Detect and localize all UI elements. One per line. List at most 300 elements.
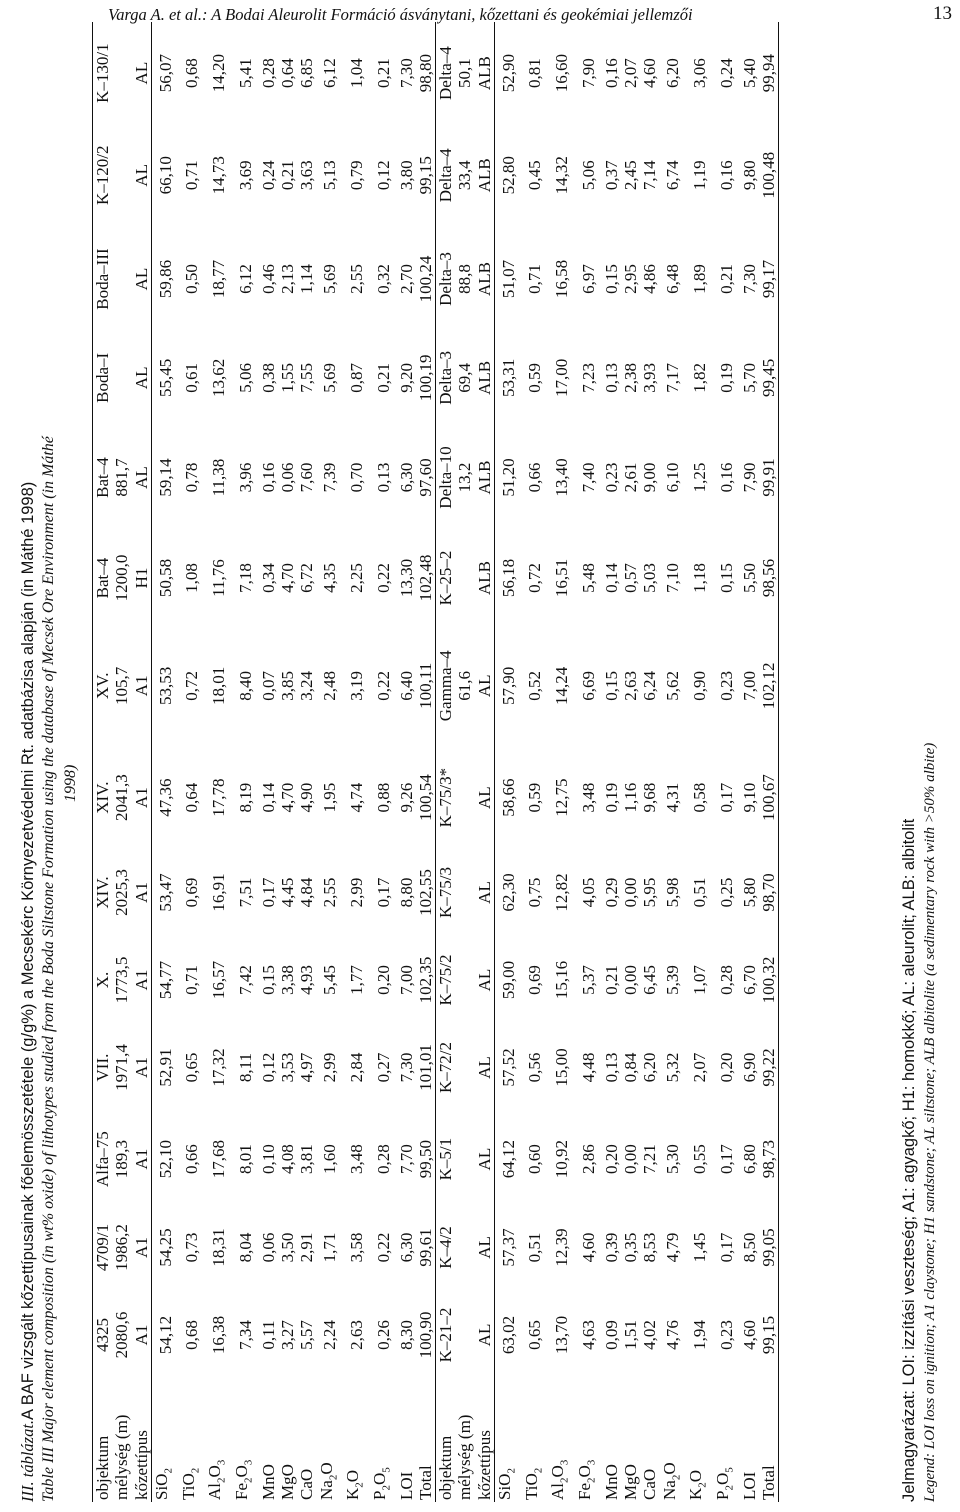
table-cell: 7,90 <box>739 462 759 493</box>
table-cell: 1,51 <box>621 1320 641 1350</box>
caption-label: III. táblázat. <box>18 1419 37 1502</box>
table-cell: 4,02 <box>640 1320 660 1350</box>
table-cell: 0,56 <box>525 1052 545 1083</box>
table-cell: 66,10 <box>151 124 178 226</box>
table-cell <box>112 226 131 331</box>
table-row <box>397 22 416 1502</box>
table-cell: 0,45 <box>525 160 545 191</box>
table-cell: 13,62 <box>208 358 228 397</box>
table-cell: 4,70 <box>277 782 297 813</box>
table-cell: 0,90 <box>690 670 710 701</box>
row-label: CaO <box>297 1468 317 1500</box>
table-cell: 17,32 <box>208 1048 228 1087</box>
table-cell: 0,00 <box>621 1144 641 1174</box>
row-label: LOI <box>396 1471 416 1500</box>
table-cell: 53,31 <box>495 332 522 424</box>
table-cell: 2080,6 <box>112 1311 132 1359</box>
table-cell: 4,31 <box>663 782 683 813</box>
row-label: SiO$_2$ <box>151 1382 178 1502</box>
table-cell: 881,7 <box>112 458 132 497</box>
table-cell: 2,70 <box>396 264 416 294</box>
table-cell: K–75/2 <box>436 936 456 1024</box>
legend-hungarian: Jelmagyarázat: LOI: izzítási veszteség; A1: agyagkő; H1: homokkő; AL: aleurolit; ALB: albitolit <box>900 818 918 1502</box>
table-cell: 5,39 <box>663 965 683 995</box>
table-cell: 5,13 <box>320 160 340 191</box>
table-cell: 5,37 <box>578 965 598 995</box>
table-cell: 16,60 <box>552 54 572 93</box>
table-cell: Delta–3 <box>436 332 456 424</box>
table-cell: 100,90 <box>415 1311 435 1359</box>
table-cell: K–75/3 <box>436 849 456 937</box>
table-cell: 3,63 <box>297 160 317 191</box>
table-cell: 0,51 <box>525 1232 545 1263</box>
table-cell: 0,23 <box>716 670 736 701</box>
table-cell: 17,00 <box>552 358 572 397</box>
table-cell: 15,16 <box>552 960 572 1000</box>
table-cell: 2,48 <box>320 670 340 701</box>
table-cell: 7,34 <box>235 1320 255 1350</box>
table-cell <box>455 1288 474 1382</box>
legend-english: Legend: LOI loss on ignition; A1 claystone; H1 sandstone; AL siltstone; ALB albitolite (a sedimentary rock with >50% albite) <box>922 742 938 1502</box>
table-cell: 3,80 <box>396 160 416 191</box>
table-cell: ALB <box>474 460 494 495</box>
table-cell: 100,54 <box>415 774 435 822</box>
table-cell: 0,12 <box>373 160 393 191</box>
table-cell: 0,59 <box>525 362 545 393</box>
table-cell: 102,55 <box>415 869 435 916</box>
table-cell: 9,80 <box>739 160 759 191</box>
table-cell: 0,58 <box>690 782 710 813</box>
table-cell: 0,17 <box>373 877 393 908</box>
row-label: kőzettípus <box>474 1430 494 1500</box>
table-cell: 2,63 <box>621 670 641 701</box>
table-cell: Alfa–75 <box>93 1111 113 1207</box>
table-cell: 17,68 <box>208 1139 228 1179</box>
table-cell <box>455 1024 474 1112</box>
table-cell: 9,26 <box>396 782 416 813</box>
table-cell: 5,57 <box>297 1320 317 1350</box>
table-cell: 7,39 <box>320 462 340 493</box>
table-cell: AL <box>474 1147 494 1171</box>
table-cell: 88,8 <box>455 264 475 294</box>
table-cell: A1 <box>131 675 151 697</box>
table-cell: 13,40 <box>552 458 572 497</box>
table-cell: 0,32 <box>373 264 393 294</box>
table-cell: 1773,5 <box>112 956 132 1004</box>
table-cell: AL <box>474 881 494 904</box>
table-cell: 0,20 <box>601 1144 621 1174</box>
table-cell: 0,06 <box>258 1232 278 1263</box>
row-label: SiO$_2$ <box>495 1382 522 1502</box>
table-cell: 9,20 <box>396 362 416 393</box>
table-cell: 11,76 <box>208 559 228 597</box>
running-title: Varga A. et al.: A Bodai Aleurolit Formáció ásványtani, kőzettani és geokémiai jellemzői <box>108 5 693 24</box>
table-cell: 4,70 <box>277 563 297 593</box>
table-cell: 50,58 <box>151 531 178 625</box>
table-cell: 0,15 <box>716 563 736 593</box>
table-cell: 0,34 <box>258 563 278 593</box>
row-label: $K_2O$ <box>686 1469 709 1500</box>
table-row <box>713 22 740 1502</box>
table-cell: 0,13 <box>601 1052 621 1083</box>
table-cell: 99,15 <box>759 1315 779 1355</box>
table-cell: 2,61 <box>621 462 641 493</box>
table-cell: ALB <box>474 360 494 395</box>
table-cell: 2,38 <box>621 362 641 393</box>
row-label: $P_2O_5$ <box>369 1467 393 1500</box>
table-cell: 64,12 <box>495 1111 522 1207</box>
row-label: mélység (m) <box>455 1414 475 1500</box>
table-cell: A1 <box>131 1324 151 1346</box>
table-cell: 4,84 <box>297 877 317 908</box>
header-row-depth <box>112 22 131 1502</box>
row-label: $Al_2O_3$ <box>548 1459 571 1500</box>
table-cell: 0,59 <box>525 782 545 813</box>
table-row <box>759 22 779 1502</box>
table-cell: 3,58 <box>346 1232 366 1263</box>
table-cell: 59,14 <box>151 424 178 531</box>
table-cell: 14,32 <box>552 156 572 195</box>
table-cell: 2041,3 <box>112 774 132 822</box>
table-row <box>297 22 316 1502</box>
table-cell <box>455 1111 474 1207</box>
table-cell: 6,20 <box>663 58 683 88</box>
table-cell: 6,12 <box>235 264 255 294</box>
table-cell: 189,3 <box>112 1139 132 1179</box>
table-cell: 3,38 <box>277 965 297 995</box>
table-cell: 9,68 <box>640 782 660 813</box>
table-cell: 0,39 <box>601 1232 621 1263</box>
table-cell: 0,61 <box>182 362 202 393</box>
table-cell: 0,88 <box>373 782 393 813</box>
table-cell: 1,89 <box>690 264 710 294</box>
table-cell: 15,00 <box>552 1048 572 1087</box>
table-cell: 2,24 <box>320 1320 340 1350</box>
table-cell: 2,99 <box>346 877 366 908</box>
table-cell: A1 <box>131 787 151 809</box>
table-cell: 5,80 <box>739 877 759 908</box>
table-cell: 14,24 <box>552 666 572 705</box>
table-row <box>640 22 659 1502</box>
table-cell: 0,00 <box>621 877 641 908</box>
table-cell: Bat–4 <box>93 531 113 625</box>
table-cell: 52,90 <box>495 22 522 124</box>
table-cell: 0,57 <box>621 563 641 593</box>
caption-english: Table III Major element composition (in wt% oxide) of lithotypes studied from the Boda Siltstone Formation using the database of Mecsek Ore Environment (in Máthé <box>40 436 57 1502</box>
table-cell: Bat–4 <box>93 424 113 531</box>
table-cell: AL <box>131 466 151 489</box>
table-cell: A1 <box>131 1148 151 1170</box>
table-cell: 63,02 <box>495 1288 522 1382</box>
table-cell: 0,21 <box>373 362 393 393</box>
row-label: kőzettípus <box>131 1430 151 1500</box>
table-cell <box>455 849 474 937</box>
table-cell: 1,18 <box>690 563 710 593</box>
table-cell: 0,14 <box>258 782 278 813</box>
table-cell: 0,66 <box>182 1144 202 1174</box>
table-cell: 5,62 <box>663 670 683 701</box>
table-cell: 0,17 <box>716 1232 736 1263</box>
table-cell: K–72/2 <box>436 1024 456 1112</box>
table-cell: 3,53 <box>277 1052 297 1083</box>
table-cell: A1 <box>131 882 151 903</box>
table-cell: 4,48 <box>578 1052 598 1083</box>
table-cell: K–4/2 <box>436 1207 456 1288</box>
table-cell: 5,69 <box>320 264 340 294</box>
table-cell: 59,00 <box>495 936 522 1024</box>
table-cell: 100,24 <box>415 255 435 303</box>
table-cell: 99,45 <box>759 358 779 397</box>
table-cell: 0,60 <box>525 1144 545 1174</box>
table-cell: 7,00 <box>739 670 759 701</box>
table-cell: 6,48 <box>663 264 683 294</box>
table-cell: 6,74 <box>663 160 683 191</box>
table-cell: AL <box>474 1236 494 1259</box>
table-cell: 3,96 <box>235 462 255 493</box>
table-cell: 0,64 <box>182 782 202 813</box>
table-cell: 51,07 <box>495 226 522 331</box>
table-cell: 6,24 <box>640 670 660 701</box>
table-cell: 7,23 <box>578 362 598 393</box>
table-cell: VII. <box>93 1024 113 1112</box>
table-cell: 4,86 <box>640 264 660 294</box>
table-cell: 7,21 <box>640 1144 660 1174</box>
table-cell: 55,45 <box>151 332 178 424</box>
table-cell: K–25–2 <box>436 531 456 625</box>
header-row-lithotype <box>475 22 495 1502</box>
table-cell: 0,15 <box>601 264 621 294</box>
table-row <box>343 22 370 1502</box>
table-cell: 102,48 <box>415 554 435 602</box>
row-label: $Na_2O$ <box>316 1462 339 1500</box>
table-cell: 6,72 <box>297 563 317 593</box>
row-label: TiO$_2$ <box>521 1467 545 1500</box>
table-cell: 0,65 <box>182 1052 202 1083</box>
table-cell: 0,15 <box>258 965 278 995</box>
table-cell: Delta–3 <box>436 226 456 331</box>
table-cell: 3,48 <box>346 1144 366 1174</box>
table-cell: 6,30 <box>396 1232 416 1263</box>
table-cell: 2,55 <box>346 264 366 294</box>
table-cell: 5,70 <box>739 362 759 393</box>
table-cell: 100,11 <box>415 662 435 709</box>
table-cell: 14,73 <box>208 156 228 195</box>
table-cell: 0,28 <box>258 58 278 88</box>
table-cell: 6,70 <box>739 965 759 995</box>
table-cell: 102,35 <box>415 956 435 1004</box>
table-cell: 6,90 <box>739 1052 759 1083</box>
table-cell: 100,48 <box>759 151 779 199</box>
table-row <box>259 22 278 1502</box>
table-cell: 7,17 <box>663 362 683 393</box>
table-cell: 99,05 <box>759 1228 779 1267</box>
table-cell: 7,18 <box>235 563 255 593</box>
table-cell: 54,77 <box>151 936 178 1024</box>
caption-english-cont: 1998) <box>62 764 79 802</box>
table-cell: A1 <box>131 969 151 991</box>
table-cell: 0,26 <box>373 1320 393 1350</box>
table-row <box>232 22 259 1502</box>
table-cell: 5,06 <box>235 362 255 393</box>
table-cell: 6,20 <box>640 1052 660 1083</box>
table-cell: XV. <box>93 625 113 747</box>
table-cell: 0,06 <box>277 462 297 493</box>
table-cell: 12,75 <box>552 778 572 817</box>
table-cell: 0,28 <box>716 965 736 995</box>
table-cell: 2,84 <box>346 1052 366 1083</box>
table-cell: 98,73 <box>759 1139 779 1179</box>
table-cell: 3,85 <box>277 670 297 701</box>
table-cell: XIV. <box>93 747 113 849</box>
table-cell: K–130/1 <box>93 22 113 124</box>
table-cell: 0,38 <box>258 362 278 393</box>
table-cell: 5,48 <box>578 563 598 593</box>
table-cell: 7,30 <box>739 264 759 294</box>
table-row <box>602 22 621 1502</box>
table-cell: 6,30 <box>396 462 416 493</box>
table-cell: XIV. <box>93 849 113 937</box>
table-cell: AL <box>474 968 494 992</box>
table-cell: 4,45 <box>277 877 297 908</box>
table-cell: 6,10 <box>663 462 683 493</box>
table-cell: 4,74 <box>346 782 366 813</box>
table-cell: 7,30 <box>396 58 416 88</box>
table-cell: 100,32 <box>759 956 779 1004</box>
table-cell: 1,25 <box>690 462 710 493</box>
table-cell: 51,20 <box>495 424 522 531</box>
table-cell: 6,69 <box>578 670 598 701</box>
composition-table-body <box>93 22 779 1502</box>
table-cell: 16,38 <box>208 1315 228 1355</box>
table-row <box>179 22 206 1502</box>
table-cell: 8,40 <box>235 670 255 701</box>
row-label: TiO$_2$ <box>178 1467 201 1500</box>
table-cell: 12,39 <box>552 1228 572 1267</box>
table-cell: 2025,3 <box>112 869 132 916</box>
table-cell: 7,14 <box>640 160 660 191</box>
table-cell: 2,86 <box>578 1144 598 1174</box>
table-cell: 0,24 <box>258 160 278 191</box>
table-cell: 4,63 <box>578 1320 598 1350</box>
row-label: Total <box>415 1465 435 1500</box>
table-cell: AL <box>474 1056 494 1079</box>
table-cell: 0,13 <box>373 462 393 493</box>
table-cell: 8,53 <box>640 1232 660 1263</box>
table-cell: 0,29 <box>601 877 621 908</box>
table-cell: 7,30 <box>396 1052 416 1083</box>
table-cell: 1,60 <box>320 1144 340 1174</box>
table-cell: 1,19 <box>690 160 710 191</box>
table-cell: 99,22 <box>759 1048 779 1087</box>
table-cell: 0,16 <box>258 462 278 493</box>
table-cell: 7,42 <box>235 965 255 995</box>
table-row <box>370 22 397 1502</box>
table-cell: 7,40 <box>578 462 598 493</box>
table-cell: K–5/1 <box>436 1111 456 1207</box>
table-cell: 0,64 <box>277 58 297 88</box>
table-cell: 4,08 <box>277 1144 297 1174</box>
table-cell: 0,87 <box>346 362 366 393</box>
table-cell: 69,4 <box>455 362 475 393</box>
header-row-lithotype <box>132 22 152 1502</box>
table-cell: 16,57 <box>208 960 228 1000</box>
table-cell: 1,14 <box>297 264 317 294</box>
table-cell: 8,01 <box>235 1144 255 1174</box>
table-cell: 4,05 <box>578 877 598 908</box>
table-cell: 0,16 <box>601 58 621 88</box>
table-cell: 7,00 <box>396 965 416 995</box>
page-number: 13 <box>933 3 952 24</box>
table-cell: 8,11 <box>235 1052 255 1083</box>
table-cell: 0,25 <box>716 877 736 908</box>
table-cell: 6,80 <box>739 1144 759 1174</box>
rotated-table-page <box>0 12 960 1512</box>
table-cell: 0,20 <box>716 1052 736 1083</box>
table-cell: 0,68 <box>182 1320 202 1350</box>
table-cell: 3,24 <box>297 670 317 701</box>
composition-table <box>92 22 779 1502</box>
table-cell: 4,60 <box>578 1232 598 1263</box>
table-cell: 0,35 <box>621 1232 641 1263</box>
table-cell: AL <box>474 674 494 698</box>
table-cell: 13,2 <box>455 462 475 493</box>
table-cell: 47,36 <box>151 747 178 849</box>
table-cell: 5,69 <box>320 362 340 393</box>
table-cell: 5,40 <box>739 58 759 88</box>
table-cell: 0,23 <box>601 462 621 493</box>
table-cell: 4,35 <box>320 563 340 593</box>
table-cell: 14,20 <box>208 54 228 93</box>
table-cell: 0,11 <box>258 1320 278 1350</box>
caption-hu-text: A BAF vizsgált kőzettípusainak főelemösszetétele (g/g%) a Mecsekérc Környezetvédelmi Rt. adatbázisa alapján (in Máthé 1998) <box>19 481 37 1420</box>
table-cell: 57,52 <box>495 1024 522 1112</box>
table-cell: 1,16 <box>621 782 641 813</box>
table-cell: 6,12 <box>320 58 340 88</box>
table-cell: 8,19 <box>235 782 255 813</box>
table-cell: Boda–III <box>93 226 113 331</box>
table-cell: Boda–I <box>93 332 113 424</box>
table-cell: 0,51 <box>690 877 710 908</box>
table-cell: 0,19 <box>601 782 621 813</box>
table-cell: 10,92 <box>552 1139 572 1179</box>
table-cell: 7,10 <box>663 563 683 593</box>
table-cell: 0,21 <box>716 264 736 294</box>
table-cell: ALB <box>474 158 494 193</box>
table-cell: 99,15 <box>415 156 435 195</box>
table-cell: 5,30 <box>663 1144 683 1174</box>
table-cell: 97,60 <box>415 458 435 497</box>
table-cell: 8,80 <box>396 877 416 908</box>
table-cell: 98,56 <box>759 558 779 598</box>
table-cell: Delta–4 <box>436 124 456 226</box>
row-label: objektum <box>436 1382 456 1502</box>
table-cell: 2,99 <box>320 1052 340 1083</box>
table-cell: 0,15 <box>601 670 621 701</box>
table-cell: H1 <box>131 567 151 589</box>
table-cell: 12,82 <box>552 873 572 912</box>
row-label: MgO <box>277 1464 297 1500</box>
row-label: MnO <box>601 1464 621 1500</box>
table-cell <box>112 332 131 424</box>
table-cell: 4,60 <box>640 58 660 88</box>
table-cell: 0,12 <box>258 1052 278 1083</box>
table-cell: 0,21 <box>373 58 393 88</box>
table-cell: 1971,4 <box>112 1044 132 1091</box>
table-cell: ALB <box>474 56 494 91</box>
table-cell: 54,12 <box>151 1288 178 1382</box>
row-label: $P_2O_5$ <box>713 1467 736 1500</box>
table-cell: 7,51 <box>235 877 255 908</box>
